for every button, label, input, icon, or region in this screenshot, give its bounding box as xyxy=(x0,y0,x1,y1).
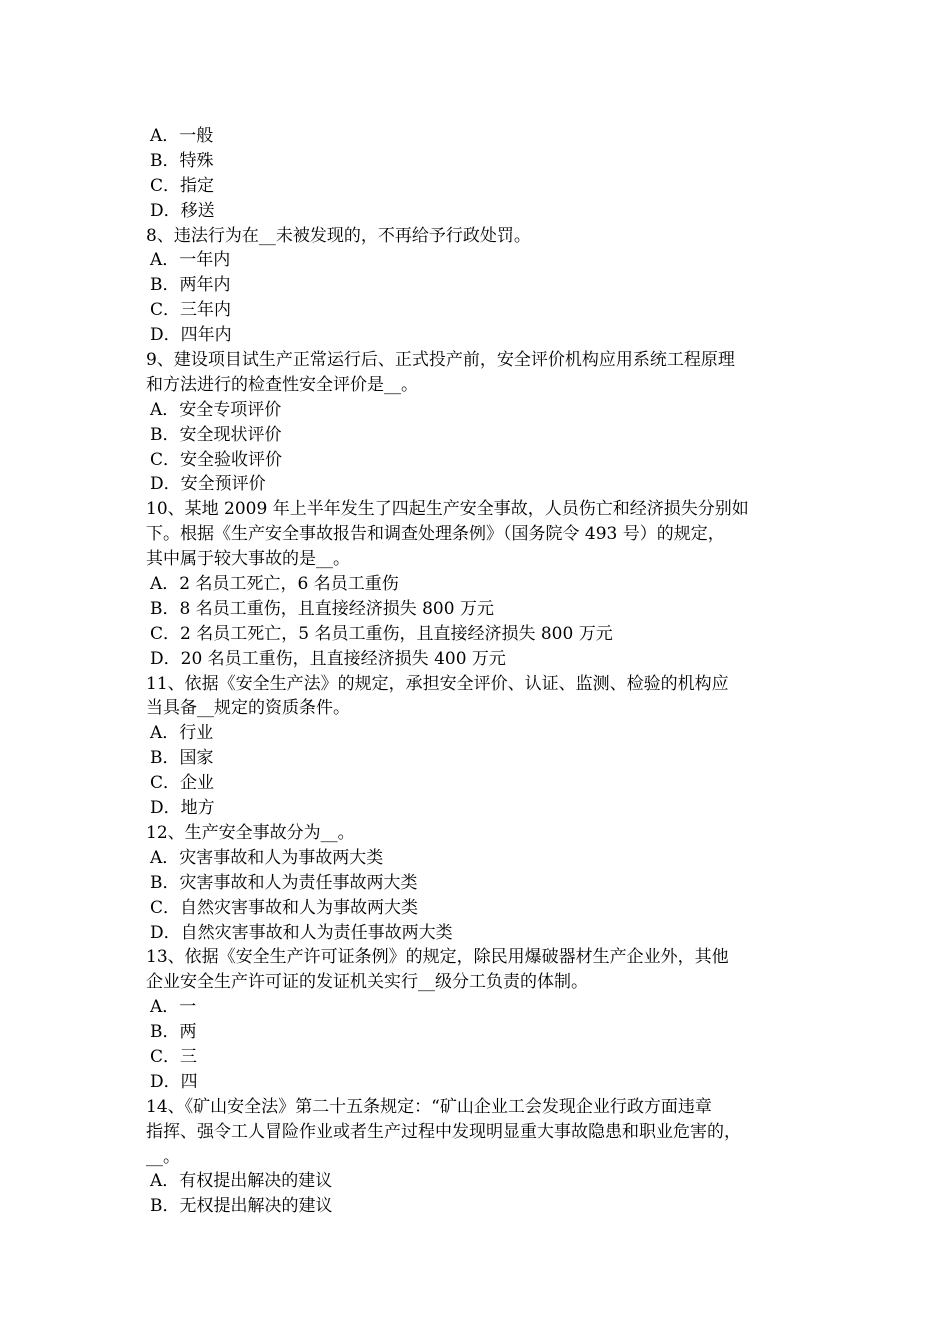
answer-option: C．企业 xyxy=(150,773,215,794)
answer-option: D．地方 xyxy=(150,798,215,819)
answer-option: A．灾害事故和人为事故两大类 xyxy=(150,847,384,868)
answer-option: B．国家 xyxy=(150,748,214,769)
question-text: 指挥、强令工人冒险作业或者生产过程中发现明显重大事故隐患和职业危害的， xyxy=(146,1121,741,1142)
question-text: 14、《矿山安全法》第二十五条规定：“矿山企业工会发现企业行政方面违章 xyxy=(146,1096,712,1117)
answer-option: C．安全验收评价 xyxy=(150,449,283,470)
answer-option: A．有权提出解决的建议 xyxy=(150,1171,333,1192)
answer-option: B．安全现状评价 xyxy=(150,424,282,445)
answer-option: B．两年内 xyxy=(150,275,231,296)
answer-option: A．一般 xyxy=(150,126,214,146)
answer-option: B．8 名员工重伤，且直接经济损失 800 万元 xyxy=(150,598,494,619)
answer-option: C．三年内 xyxy=(150,300,232,321)
answer-option: A．2 名员工死亡，6 名员工重伤 xyxy=(150,574,399,595)
answer-option: D．安全预评价 xyxy=(150,474,266,495)
answer-option: A．行业 xyxy=(150,723,214,744)
question-text: 和方法进行的检查性安全评价是__。 xyxy=(146,374,418,395)
question-text: 企业安全生产许可证的发证机关实行__级分工负责的体制。 xyxy=(146,972,588,993)
answer-option: D．20 名员工重伤，且直接经济损失 400 万元 xyxy=(150,648,506,669)
question-text: 8、违法行为在__未被发现的，不再给予行政处罚。 xyxy=(146,225,531,246)
question-text: 13、依据《安全生产许可证条例》的规定，除民用爆破器材生产企业外，其他 xyxy=(146,947,729,968)
answer-option: D．移送 xyxy=(150,200,215,221)
question-text: 12、生产安全事故分为__。 xyxy=(146,822,355,843)
answer-option: C．指定 xyxy=(150,175,215,196)
question-text: 下。根据《生产安全事故报告和调查处理条例》（国务院令 493 号）的规定， xyxy=(146,524,725,545)
answer-option: A．一年内 xyxy=(150,250,231,271)
answer-option: A．一 xyxy=(150,997,197,1018)
answer-option: B．灾害事故和人为责任事故两大类 xyxy=(150,872,418,893)
answer-option: B．无权提出解决的建议 xyxy=(150,1196,333,1217)
exam-text xyxy=(146,124,816,1219)
question-text: 10、某地 2009 年上半年发生了四起生产安全事故，人员伤亡和经济损失分别如 xyxy=(146,499,749,520)
question-text: 其中属于较大事故的是__。 xyxy=(146,549,350,570)
answer-option: C．自然灾害事故和人为事故两大类 xyxy=(150,897,419,918)
question-text: 当具备__规定的资质条件。 xyxy=(146,698,350,719)
answer-option: C．2 名员工死亡，5 名员工重伤，且直接经济损失 800 万元 xyxy=(150,623,613,644)
question-text: 11、依据《安全生产法》的规定，承担安全评价、认证、监测、检验的机构应 xyxy=(146,673,729,694)
question-text: __。 xyxy=(146,1146,180,1167)
answer-option: C．三 xyxy=(150,1046,198,1067)
answer-option: B．特殊 xyxy=(150,150,214,171)
answer-option: B．两 xyxy=(150,1022,197,1043)
answer-option: D．自然灾害事故和人为责任事故两大类 xyxy=(150,922,453,943)
answer-option: A．安全专项评价 xyxy=(150,399,282,420)
question-text: 9、建设项目试生产正常运行后、正式投产前，安全评价机构应用系统工程原理 xyxy=(146,350,735,371)
answer-option: D．四 xyxy=(150,1071,198,1092)
answer-option: D．四年内 xyxy=(150,325,232,346)
